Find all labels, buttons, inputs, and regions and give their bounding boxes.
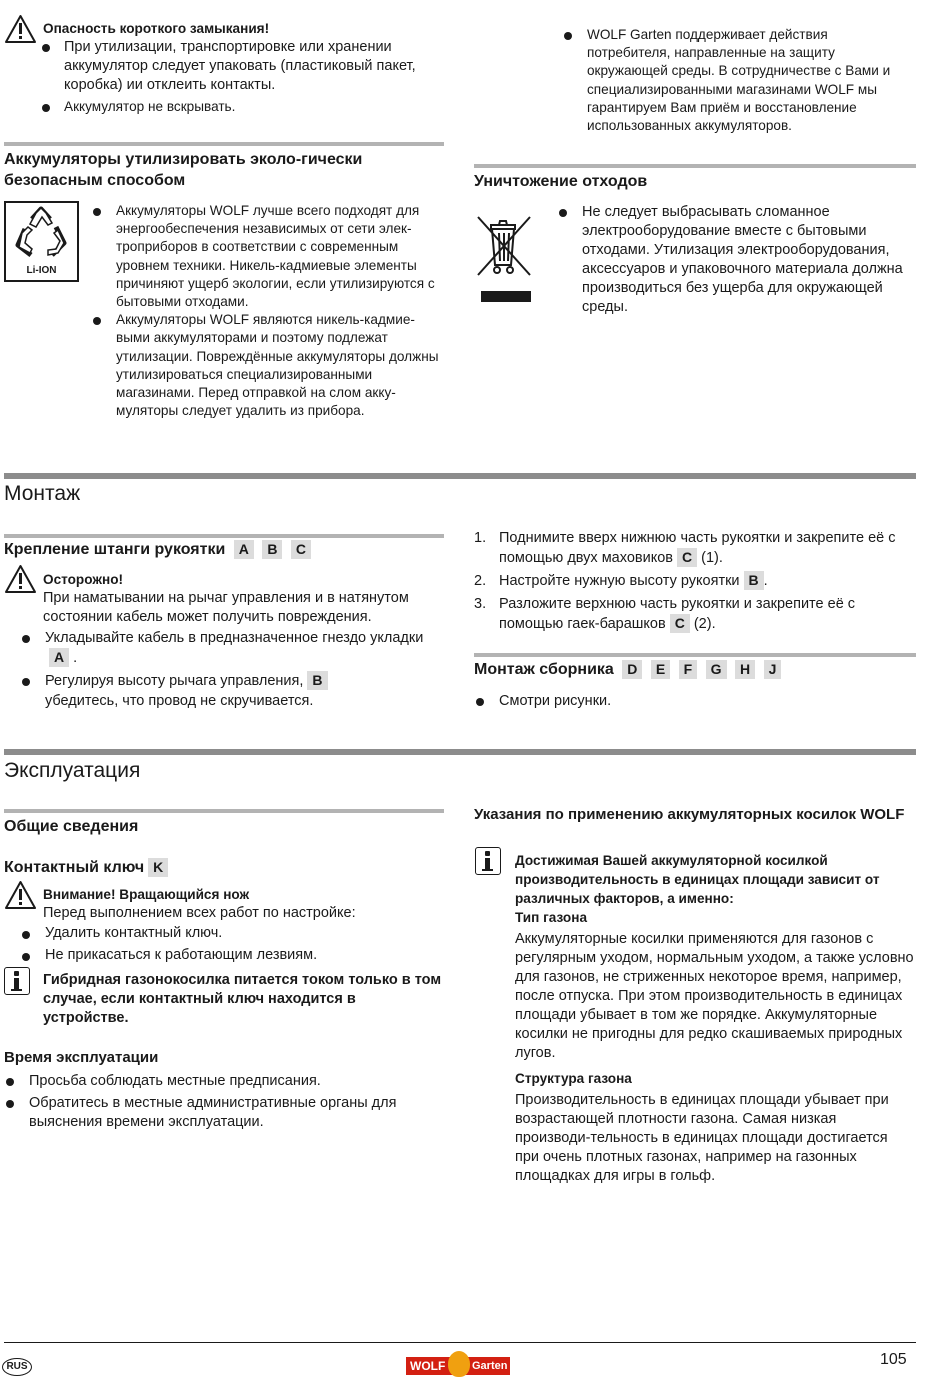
figure-ref: B <box>262 540 282 559</box>
figure-ref: C <box>677 548 697 567</box>
step-item: 3. Разложите верхнюю часть рукоятки и закрепите её с помощью гаек-барашков C (2). <box>474 596 856 632</box>
section-heading: Общие сведения <box>4 818 139 835</box>
section-rule <box>474 164 916 168</box>
figure-ref: J <box>764 660 782 679</box>
list-item: Аккумуляторы WOLF являются никель-кадмие-выми аккумуляторами и поэтому подлежат утилизации. Повреждённые аккумуляторы должны утилизироваться специализированными магазинами. Перед отправкой на слом акку-муляторы следует удалить из прибора. <box>91 311 441 420</box>
figure-ref: K <box>148 858 168 877</box>
section-heading: Уничтожение отходов <box>474 173 648 190</box>
list-item: WOLF Garten поддерживает действия потребителя, направленные на защиту окружающей среды. В сотрудничестве с Вами и специализированными магазинами WOLF мы гарантируем Вам приём и восстановление использованных аккумуляторов. <box>562 26 912 135</box>
figure-ref: A <box>49 648 69 667</box>
warning-text: Перед выполнением всех работ по настройке: <box>43 905 356 922</box>
wolf-garten-logo: WOLF Garten <box>406 1351 510 1377</box>
figure-ref: D <box>622 660 642 679</box>
subheading: Структура газона <box>515 1071 632 1086</box>
info-icon <box>475 847 501 875</box>
figure-ref: F <box>679 660 698 679</box>
warning-icon <box>4 880 37 910</box>
fox-head-icon <box>448 1351 470 1377</box>
chapter-title: Эксплуатация <box>4 759 141 782</box>
chapter-rule <box>4 749 916 755</box>
figure-ref: G <box>706 660 727 679</box>
footer-rule <box>4 1342 916 1343</box>
list-item: Укладывайте кабель в предназначенное гнездо укладкиA . <box>20 628 440 668</box>
recycle-li-ion-logo <box>4 201 79 282</box>
list-item: Просьба соблюдать местные предписания. <box>4 1072 440 1091</box>
list-item: Аккумулятор не вскрывать. <box>20 98 443 116</box>
figure-ref: C <box>291 540 311 559</box>
crossed-bin-icon <box>474 211 534 306</box>
page-number: 105 <box>880 1351 907 1368</box>
step-item: 1. Поднимите вверх нижнюю часть рукоятки и закрепите её с помощью двух маховиков C (1). <box>474 530 896 566</box>
figure-ref: B <box>307 671 327 690</box>
list-item: Не следует выбрасывать сломанное электрооборудование вместе с бытовыми отходами. Утилизация электрооборудования, аксессуаров и упаковочного материала должна производиться без ущерба для окружающей среды. <box>557 203 912 317</box>
section-heading: Аккумуляторы утилизировать эколо-гически безопасным способом <box>4 151 363 189</box>
chapter-title: Монтаж <box>4 482 81 505</box>
figure-ref: H <box>735 660 755 679</box>
section-heading: Указания по применению аккумуляторных косилок WOLF <box>474 806 905 823</box>
chapter-rule <box>4 473 916 479</box>
section-rule <box>474 653 916 657</box>
warning-text: При наматывании на рычаг управления и в натянутом состоянии кабель может получить повреждения. <box>43 590 409 626</box>
figure-ref: B <box>744 571 764 590</box>
list-item: При утилизации, транспортировке или хранении аккумулятор следует упаковать (пластиковый пакет, коробка) ии отклеить контакты. <box>20 38 443 95</box>
warning-title: Опасность короткого замыкания! <box>43 21 270 36</box>
paragraph: Аккумуляторные косилки применяются для газонов с регулярным уходом, нормальным уходом, а также условно для газонов, не стриженных некоторое время, например, после отпуска. При этом производительность в единицах площади убывает в том же порядке. Аккумуляторные косилки не пригодны для редко скашиваемых природных лугов. <box>515 931 914 1061</box>
list-item: Аккумуляторы WOLF лучше всего подходят для энергообеспечения независимых от сети элек-троприборов в соответствии с современным уровнем техники. Никель-кадмиевые элементы причиняют ущерб экологии, если утилизируются с бытовыми отходами. <box>91 202 441 311</box>
list-item: Смотри рисунки. <box>474 692 914 711</box>
figure-ref: C <box>670 614 690 633</box>
list-item: Регулируя высоту рычага управления, B убедитесь, что провод не скручивается. <box>20 671 440 711</box>
recycle-icon <box>6 205 77 265</box>
warning-title: Осторожно! <box>43 572 124 587</box>
list-item: Обратитесь в местные административные органы для выяснения времени эксплуатации. <box>4 1094 440 1132</box>
paragraph: Производительность в единицах площади убывает при возрастающей плотности газона. Самая низкая производи-тельность в единицах площади достигается при очень плотных газонах, например на газонных площадках для игры в гольф. <box>515 1092 889 1184</box>
info-icon <box>4 967 30 995</box>
section-rule <box>4 534 444 538</box>
subheading: Тип газона <box>515 910 588 925</box>
section-rule <box>4 142 444 146</box>
info-text: Гибридная газонокосилка питается током только в том случае, если контактный ключ находится в устройстве. <box>43 972 442 1026</box>
subsection-heading: Время эксплуатации <box>4 1049 159 1066</box>
info-text: Достижимая Вашей аккумуляторной косилкой производительность в единицах площади зависит от различных факторов, а именно: <box>515 853 880 906</box>
logo-text: Li-ION <box>26 265 57 276</box>
figure-ref: E <box>651 660 670 679</box>
list-item: Не прикасаться к работающим лезвиям. <box>20 946 440 965</box>
list-item: Удалить контактный ключ. <box>20 924 440 943</box>
step-item: 2. Настройте нужную высоту рукоятки B . <box>474 572 768 589</box>
section-heading: Монтаж сборника D E F G H J <box>474 659 781 680</box>
subsection-heading: Контактный ключ K <box>4 857 168 878</box>
section-heading: Крепление штанги рукоятки A B C <box>4 539 311 560</box>
figure-ref: A <box>234 540 254 559</box>
language-badge: RUS <box>2 1358 32 1376</box>
warning-icon <box>4 564 37 594</box>
section-rule <box>4 809 444 813</box>
warning-title: Внимание! Вращающийся нож <box>43 887 250 902</box>
